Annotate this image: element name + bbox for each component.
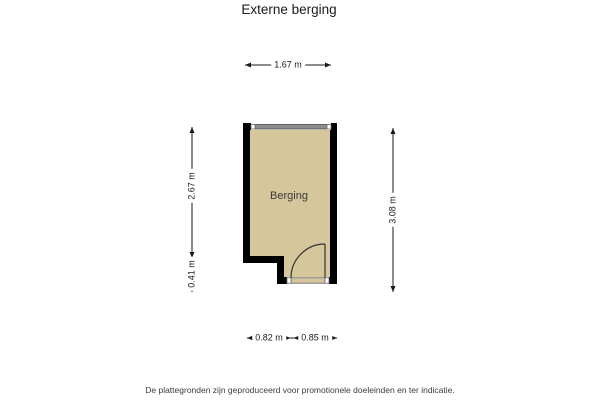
door-jamb-right bbox=[325, 278, 329, 283]
arrow-up-icon bbox=[190, 127, 195, 133]
dimension-label-left-lower: 0.41 m bbox=[187, 257, 198, 291]
door-jamb-left bbox=[287, 278, 291, 283]
window-jamb-right bbox=[327, 125, 331, 130]
door-threshold bbox=[291, 278, 325, 283]
dimension-label-left-upper: 2.67 m bbox=[187, 169, 198, 203]
dimension-label-right: 3.08 m bbox=[388, 193, 399, 227]
arrow-down-icon bbox=[391, 286, 396, 292]
room-floor bbox=[250, 130, 330, 277]
arrow-up-icon bbox=[391, 128, 396, 134]
window-symbol bbox=[251, 123, 331, 130]
page-title: Externe berging bbox=[241, 2, 337, 17]
window-glass-band bbox=[255, 125, 327, 130]
room-label: Berging bbox=[270, 190, 308, 202]
dimension-label-bottom-left: 0.82 m bbox=[252, 333, 286, 344]
arrow-left-icon bbox=[245, 63, 251, 68]
window-jamb-left bbox=[251, 125, 255, 130]
dimension-label-top: 1.67 m bbox=[271, 60, 305, 71]
arrow-right-icon bbox=[331, 336, 337, 341]
arrow-right-icon bbox=[325, 63, 331, 68]
dimension-label-bottom-right: 0.85 m bbox=[298, 333, 332, 344]
disclaimer-text: De plattegronden zijn geproduceerd voor promotionele doeleinden en ter indicatie. bbox=[145, 385, 455, 395]
